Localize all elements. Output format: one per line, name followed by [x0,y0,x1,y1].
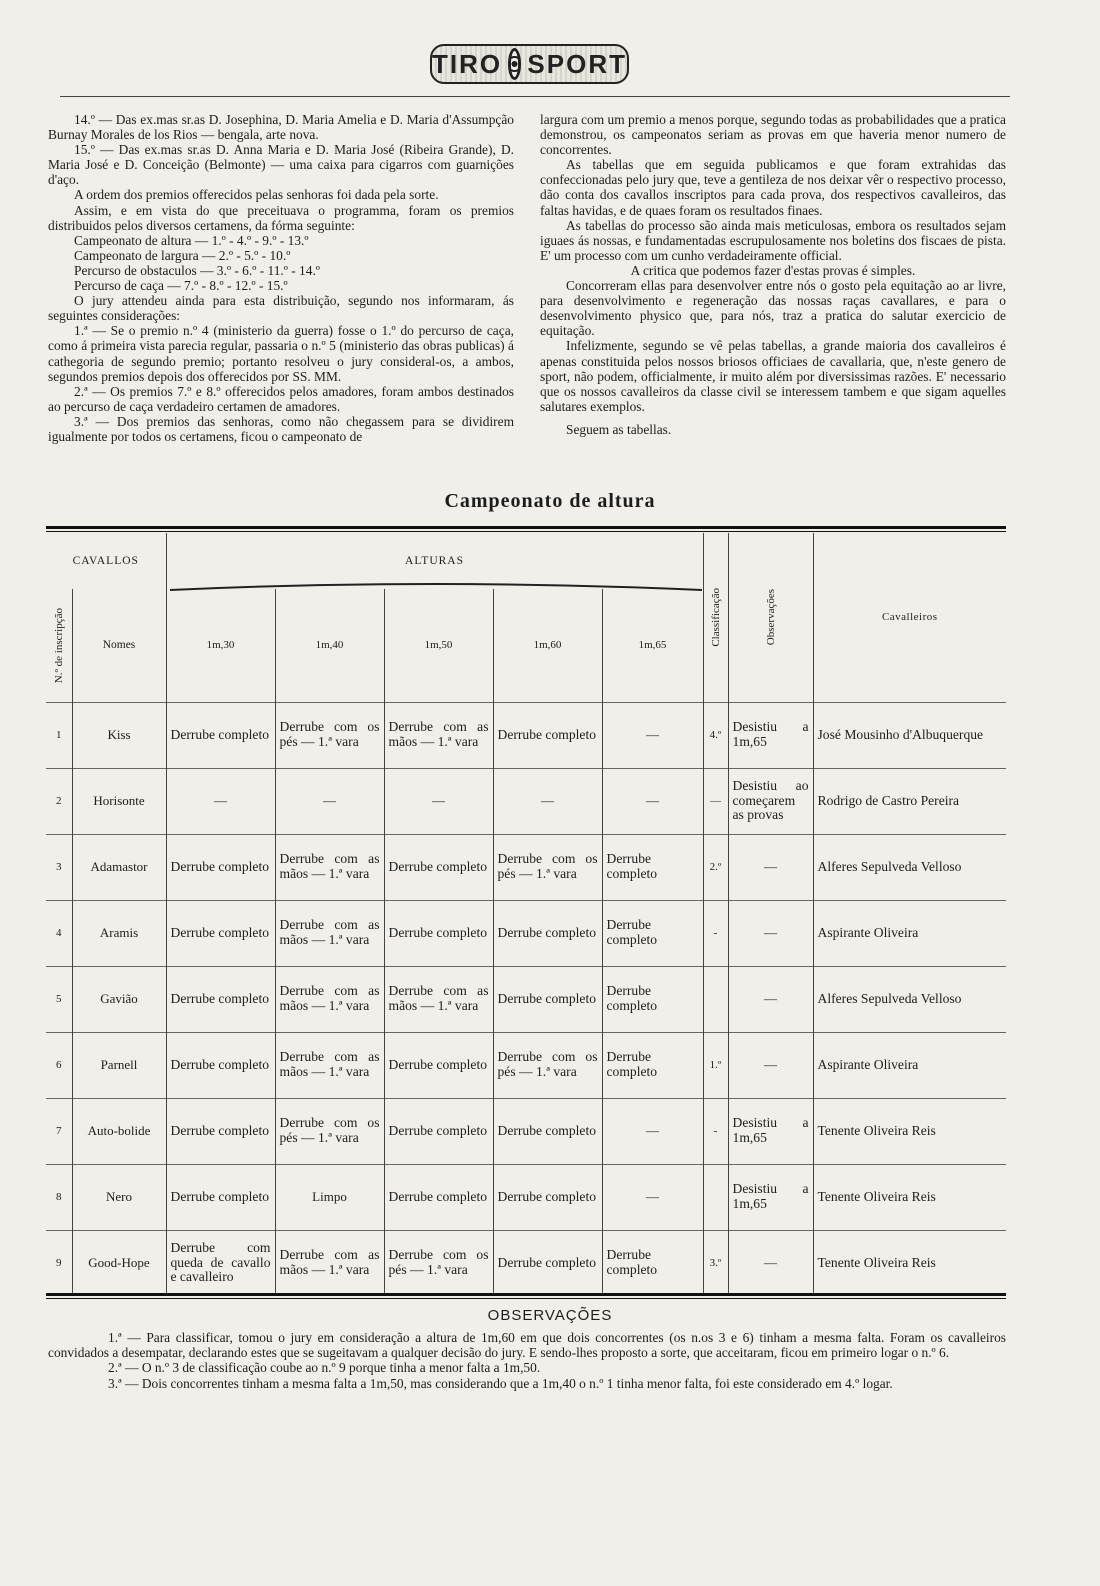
cell-obs: — [728,900,813,966]
cell-num: 3 [46,834,72,900]
cell-h165: Derrube completo [602,834,703,900]
cell-h150: Derrube com os pés — 1.ª vara [384,1230,493,1296]
results-table [46,533,1006,1296]
cell-name: Gavião [72,966,166,1032]
masthead-banner [430,44,629,84]
cell-h165: Derrube completo [602,966,703,1032]
cell-h140: Derrube com os pés — 1.ª vara [275,1098,384,1164]
cell-obs: — [728,966,813,1032]
table-row [46,834,1006,900]
cell-class: 3.º [703,1230,728,1296]
cell-rider: Alferes Sepulveda Velloso [813,966,1006,1032]
cell-obs: Desistiu a 1m,65 [728,702,813,768]
table-row [46,702,1006,768]
cell-class [703,966,728,1032]
cell-h140: Derrube com as mãos — 1.ª vara [275,1032,384,1098]
header-rule [60,96,1010,97]
paragraph: Seguem as tabellas. [566,421,672,437]
logo-text-left: TIRO [432,48,503,79]
cell-name: Auto-bolide [72,1098,166,1164]
observation-item: 1.ª — Para classificar, tomou o jury em consideração a altura de 1m,60 em que dois concorrentes (os n.os 3 e 6) tinham a mesma falta. Foram os cavalleiros convidados a desempatar, declarando estes que se sugeitavam a qualquer decisão do jury. E sendo-lhes proposto a sorte, que acceitaram, ficou em primeiro logar o n.º 6. [48,1330,1006,1361]
cell-h160: Derrube completo [493,702,602,768]
cell-h160: Derrube completo [493,1098,602,1164]
table-row [46,1230,1006,1296]
cell-obs: Desistiu ao começarem as provas [728,768,813,834]
cell-h130: Derrube com queda de cavallo e cavalleiro [166,1230,275,1296]
paragraph: O jury attendeu ainda para esta distribuição, segundo nos informaram, ás seguintes considerações: [48,293,514,324]
header-cavalleiros: Cavalleiros [813,533,1006,702]
alturas-ornament [170,582,702,592]
cell-h150: Derrube completo [384,1032,493,1098]
cell-h130: Derrube completo [166,834,275,900]
table-title: Campeonato de altura [444,490,656,512]
cell-h165: — [602,1098,703,1164]
cell-class: 4.º [703,702,728,768]
cell-h130: — [166,768,275,834]
paragraph: Infelizmente, segundo se vê pelas tabellas, a grande maioria dos cavalleiros é apenas constituida pelos nossos briosos officiaes de cavallaria, que, n'este genero de sport, não podem, officialmente, ir muito além por diversissimas razões. E' necessario que os nossos cavalleiros da classe civil se interessem tambem e que sigam aquelles salutares exemplos. [540,338,1006,414]
paragraph: A ordem dos premios offerecidos pelas senhoras foi dada pela sorte. [74,187,439,203]
header-inscricao: N.º de inscripção [52,607,65,683]
cell-h140: Derrube com as mãos — 1.ª vara [275,834,384,900]
cell-rider: Aspirante Oliveira [813,900,1006,966]
table-bottom-rule-thin [46,1298,1006,1299]
cell-class: - [703,900,728,966]
logo-text-right: SPORT [527,48,627,79]
cell-num: 2 [46,768,72,834]
paragraph: 1.ª — Se o premio n.º 4 (ministerio da guerra) fosse o 1.º do percurso de caça, como á primeira vista parecia regular, passaria o n.º 5 (ministerio das obras publicas) á cathegoria de segundo premio; portanto resolveu o jury consideral-os, a ambos, segundos premios depois dos offerecidos por SS. MM. [48,323,514,384]
cell-class [703,1164,728,1230]
table-row [46,1098,1006,1164]
table-row [46,1032,1006,1098]
table-row [46,900,1006,966]
cell-h150: Derrube com as mãos — 1.ª vara [384,702,493,768]
cell-h160: — [493,768,602,834]
prize-list-item: Percurso de obstaculos — 3.º - 6.º - 11.º - 14.º [74,262,320,278]
right-column [540,112,1006,437]
cell-obs: — [728,1032,813,1098]
table-row [46,768,1006,834]
header-cavallos: CAVALLOS [72,555,139,567]
header-height: 1m,30 [166,589,275,702]
cell-h140: — [275,768,384,834]
paragraph: largura com um premio a menos porque, segundo todas as probabilidades que a pratica demonstrou, os campeonatos seriam as provas em que haveria menor numero de concorrentes. [540,112,1006,158]
cell-h165: Derrube completo [602,900,703,966]
cell-obs: — [728,834,813,900]
cell-name: Aramis [72,900,166,966]
cell-h150: Derrube com as mãos — 1.ª vara [384,966,493,1032]
cell-h165: — [602,1164,703,1230]
cell-h140: Derrube com as mãos — 1.ª vara [275,900,384,966]
observations-block [48,1330,1006,1391]
cell-rider: Tenente Oliveira Reis [813,1098,1006,1164]
cell-h140: Derrube com as mãos — 1.ª vara [275,1230,384,1296]
header-height: 1m,50 [384,589,493,702]
cell-h130: Derrube completo [166,1032,275,1098]
cell-name: Kiss [72,702,166,768]
cell-h160: Derrube completo [493,900,602,966]
cell-num: 9 [46,1230,72,1296]
prize-list-item: Percurso de caça — 7.º - 8.º - 12.º - 15.º [74,278,288,294]
header-height: 1m,65 [602,589,703,702]
cell-rider: Alferes Sepulveda Velloso [813,834,1006,900]
header-observacoes: Observações [764,589,777,646]
cell-h160: Derrube completo [493,966,602,1032]
cell-name: Parnell [72,1032,166,1098]
cell-h130: Derrube completo [166,900,275,966]
table-top-rule-thin [46,531,1006,532]
header-height: 1m,60 [493,589,602,702]
paragraph: A critica que podemos fazer d'estas provas é simples. [630,262,916,278]
cell-h165: Derrube completo [602,1230,703,1296]
cell-h150: Derrube completo [384,834,493,900]
observation-item: 2.ª — O n.º 3 de classificação coube ao n.º 9 porque tinha a menor falta a 1m,50. [108,1360,541,1376]
target-icon [508,48,521,80]
prize-list-item: Campeonato de altura — 1.º - 4.º - 9.º - 13.º [74,232,309,248]
cell-h150: Derrube completo [384,1164,493,1230]
masthead-logo [430,38,625,88]
cell-rider: José Mousinho d'Albuquerque [813,702,1006,768]
cell-h165: — [602,702,703,768]
header-row-group [46,533,1006,589]
cell-class: 2.º [703,834,728,900]
cell-h150: Derrube completo [384,1098,493,1164]
cell-num: 8 [46,1164,72,1230]
cell-num: 7 [46,1098,72,1164]
table-row [46,966,1006,1032]
table-top-rule [46,526,1006,529]
header-height: 1m,40 [275,589,384,702]
left-column [48,112,514,444]
cell-h150: — [384,768,493,834]
cell-name: Good-Hope [72,1230,166,1296]
cell-num: 5 [46,966,72,1032]
paragraph: 3.ª — Dos premios das senhoras, como não chegassem para se dividirem igualmente por todos os certamens, ficou o campeonato de [48,413,514,444]
cell-h140: Derrube com os pés — 1.ª vara [275,702,384,768]
header-classificacao: Classificação [709,587,722,647]
header-observacoes-cell [728,533,813,702]
header-alturas: ALTURAS [166,533,703,589]
header-classificacao-cell [703,533,728,702]
paragraph: As tabellas do processo são ainda mais meticulosas, embora os resultados sejam iguaes ás nossas, e fundamentadas escrupulosamente nos boletins dos fiscaes de pista. E' um processo com um cunho verdadeiramente official. [540,217,1006,263]
cell-h165: Derrube completo [602,1032,703,1098]
header-nomes: Nomes [72,589,166,702]
cell-rider: Tenente Oliveira Reis [813,1164,1006,1230]
cell-h130: Derrube completo [166,966,275,1032]
table-row [46,1164,1006,1230]
paragraph: Assim, e em vista do que preceituava o programma, foram os premios distribuidos pelos diversos certamens, da fórma seguinte: [48,202,514,233]
cell-h150: Derrube completo [384,900,493,966]
paragraph: Concorreram ellas para desenvolver entre nós o gosto pela equitação ao ar livre, para desenvolvimento e regeneração das nossas raças cavallares, e para o desenvolvimento physico que, para nós, traz a pratica do salutar exercicio de equitação. [540,278,1006,339]
cell-h160: Derrube completo [493,1230,602,1296]
cell-name: Nero [72,1164,166,1230]
observations-title: OBSERVAÇÕES [487,1307,613,1324]
cell-h160: Derrube completo [493,1164,602,1230]
cell-num: 1 [46,702,72,768]
cell-class: — [703,768,728,834]
table-bottom-rule [46,1293,1006,1296]
cell-h130: Derrube completo [166,702,275,768]
cell-h140: Derrube com as mãos — 1.ª vara [275,966,384,1032]
observation-item: 3.ª — Dois concorrentes tinham a mesma falta a 1m,50, mas considerando que a 1m,40 o n.º 1 tinha menor falta, foi este considerado em 4.º logar. [108,1375,893,1391]
cell-obs: Desistiu a 1m,65 [728,1098,813,1164]
cell-h160: Derrube com os pés — 1.ª vara [493,1032,602,1098]
cell-num: 4 [46,900,72,966]
cell-h130: Derrube completo [166,1098,275,1164]
cell-class: - [703,1098,728,1164]
cell-name: Adamastor [72,834,166,900]
prize-list-item: Campeonato de largura — 2.º - 5.º - 10.º [74,247,291,263]
cell-rider: Tenente Oliveira Reis [813,1230,1006,1296]
cell-h165: — [602,768,703,834]
cell-rider: Rodrigo de Castro Pereira [813,768,1006,834]
paragraph: As tabellas que em seguida publicamos e que foram extrahidas das confeccionadas pelo jury que, teve a gentileza de nos deixar vêr o respectivo processo, dão conta dos cavallos inscriptos para cada prova, dos respectivos cavalleiros, das faltas havidas, e de quaes foram os resultados finaes. [540,157,1006,218]
cell-h130: Derrube completo [166,1164,275,1230]
cell-obs: Desistiu a 1m,65 [728,1164,813,1230]
cell-h160: Derrube com os pés — 1.ª vara [493,834,602,900]
paragraph: 2.ª — Os premios 7.º e 8.º offerecidos pelos amadores, foram ambos destinados ao percurso de caça verdadeiro certamen de amadores. [48,383,514,414]
cell-class: 1.º [703,1032,728,1098]
cell-num: 6 [46,1032,72,1098]
paragraph: 15.º — Das ex.mas sr.as D. Anna Maria e D. Maria José (Ribeira Grande), D. Maria José e D. Conceição (Belmonte) — uma caixa para cigarros com guarnições d'aço. [48,142,514,188]
cell-h140: Limpo [275,1164,384,1230]
paragraph: 14.º — Das ex.mas sr.as D. Josephina, D. Maria Amelia e D. Maria d'Assumpção Burnay Morales de los Rios — bengala, arte nova. [48,112,514,143]
cell-name: Horisonte [72,768,166,834]
header-inscricao-cell [46,589,72,702]
cell-rider: Aspirante Oliveira [813,1032,1006,1098]
cell-obs: — [728,1230,813,1296]
